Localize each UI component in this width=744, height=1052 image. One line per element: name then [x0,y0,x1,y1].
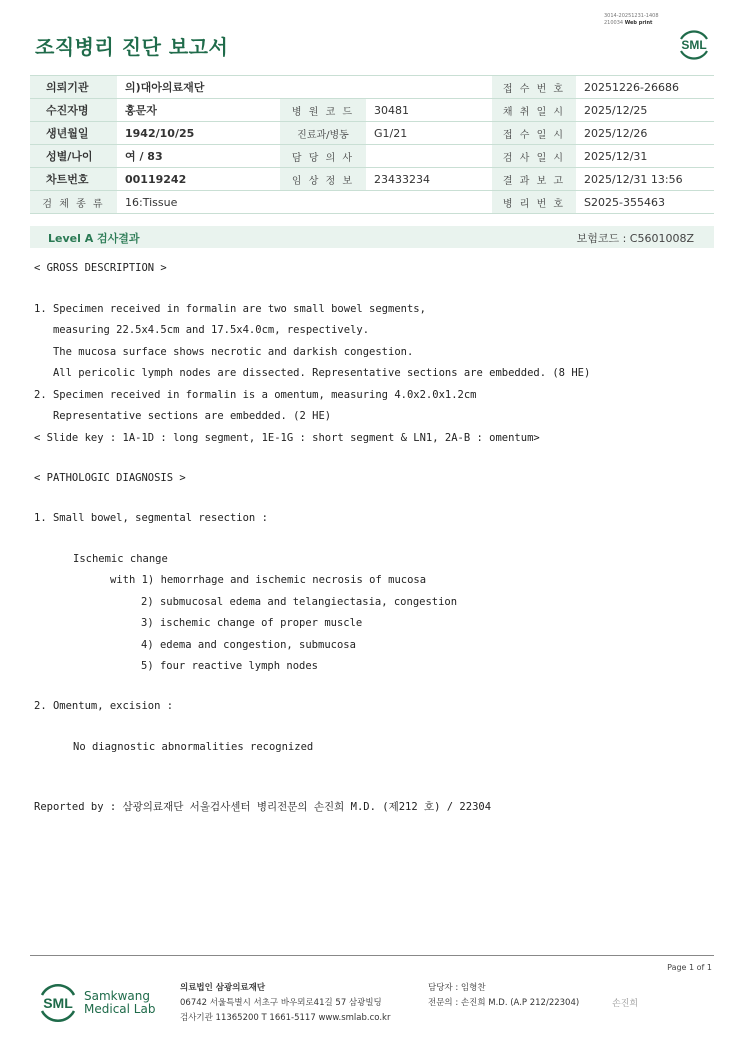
org-info [180,981,390,1026]
info-row [30,145,714,168]
dept-label: 진료과/병동 [280,122,366,145]
reported-by: Reported by : 삼광의료재단 서울검사센터 병리전문의 손진희 M.D. (제212 호) / 22304 [34,801,492,813]
print-label: Web print [624,20,653,26]
sex-age-label: 성별/나이 [30,145,117,168]
footer-divider [30,955,714,956]
manager-name: 임형찬 [460,983,486,993]
gross-line: Representative sections are embedded. (2 HE) [34,410,332,422]
specialist-name: 손진희 M.D. (A.P 212/22304) [460,998,580,1008]
diagnosis-line: Ischemic change [73,553,168,565]
info-row [30,122,714,145]
sex-age-value: 여 / 83 [117,145,280,168]
org-name: 의료법인 삼광의료재단 [180,983,266,993]
diagnosis-line: 4) edema and congestion, submucosa [141,639,356,651]
info-row [30,99,714,122]
specialist-label: 전문의 : [428,998,459,1008]
patient-name-label: 수진자명 [30,99,117,122]
signature: 손진희 [612,999,639,1009]
print-code-prefix: 210034 [604,20,624,26]
exam-date-value: 2025/12/31 [576,145,714,168]
sml-logo-text: SML [681,38,707,52]
print-code-line1: 3014-20251231-1408 [604,13,659,19]
diagnosis-line: 1. Small bowel, segmental resection : [34,512,268,524]
dept-value: G1/21 [366,122,492,145]
result-report-value: 2025/12/31 13:56 [576,168,714,191]
doctor-label: 담 당 의 사 [280,145,366,168]
hospital-code-value: 30481 [366,99,492,122]
request-org-value: 의)대아의료재단 [117,76,492,99]
brand-line2: Medical Lab [84,1002,156,1016]
diagnosis-line: 5) four reactive lymph nodes [141,660,319,672]
collect-date-value: 2025/12/25 [576,99,714,122]
hospital-code-label: 병 원 코 드 [280,99,366,122]
collect-date-label: 채 취 일 시 [492,99,576,122]
gross-line: measuring 22.5x4.5cm and 17.5x4.0cm, respectively. [34,324,370,336]
org-address: 06742 서울특별시 서초구 바우뫼로41길 57 삼광빌딩 [180,998,382,1008]
clinical-info-value: 23433234 [366,168,492,191]
gross-line: All pericolic lymph nodes are dissected. Representative sections are embedded. (8 HE) [34,367,591,379]
birth-label: 생년월일 [30,122,117,145]
gross-line: The mucosa surface shows necrotic and darkish congestion. [34,346,414,358]
info-row [30,191,714,214]
diagnosis-line: with 1) hemorrhage and ischemic necrosis of mucosa [110,574,427,586]
diagnosis-line: No diagnostic abnormalities recognized [73,741,314,753]
doctor-value [366,145,492,168]
pathology-no-label: 병 리 번 호 [492,191,576,214]
level-result-label: Level A 검사결과 [48,232,140,245]
result-report-label: 결 과 보 고 [492,168,576,191]
brand-name [84,990,155,1016]
chart-no-label: 차트번호 [30,168,117,191]
sml-footer-logo-icon [38,981,78,1025]
gross-line: 1. Specimen received in formalin are two small bowel segments, [34,303,426,315]
diagnosis-line: 2) submucosal edema and telangiectasia, congestion [141,596,458,608]
pathology-no-value: S2025-355463 [576,191,714,214]
chart-no-value: 00119242 [117,168,280,191]
diagnosis-line: 3) ischemic change of proper muscle [141,617,363,629]
exam-date-label: 검 사 일 시 [492,145,576,168]
receipt-date-label: 접 수 일 시 [492,122,576,145]
receipt-no-label: 접 수 번 호 [492,76,576,99]
specimen-type-label: 검 체 종 류 [30,191,117,214]
clinical-info-label: 임 상 정 보 [280,168,366,191]
diagnosis-line: 2. Omentum, excision : [34,700,174,712]
page-number: Page 1 of 1 [667,963,712,972]
print-code [604,13,659,27]
diagnosis-header: < PATHOLOGIC DIAGNOSIS > [34,472,186,484]
receipt-no-value: 20251226-26686 [576,76,714,99]
receipt-date-value: 2025/12/26 [576,122,714,145]
slide-key: < Slide key : 1A-1D : long segment, 1E-1G : short segment & LN1, 2A-B : omentum> [34,432,540,444]
info-row [30,76,714,99]
sml-logo-icon [676,27,712,63]
info-row [30,168,714,191]
insurance-code: 보험코드 : C5601008Z [576,232,694,245]
patient-name-value: 홍문자 [117,99,280,122]
manager-label: 담당자 : [428,983,459,993]
brand-line1: Samkwang [84,989,150,1003]
gross-header: < GROSS DESCRIPTION > [34,262,167,274]
sml-footer-logo-text: SML [43,995,73,1011]
gross-line: 2. Specimen received in formalin is a omentum, measuring 4.0x2.0x1.2cm [34,389,477,401]
specimen-type-value: 16:Tissue [117,191,492,214]
manager-info [428,981,579,1011]
birth-value: 1942/10/25 [117,122,280,145]
level-bar [30,226,714,248]
request-org-label: 의뢰기관 [30,76,117,99]
report-title: 조직병리 진단 보고서 [35,35,229,59]
patient-info-table [30,75,714,214]
org-contact: 검사기관 11365200 T 1661-5117 www.smlab.co.kr [180,1013,391,1023]
